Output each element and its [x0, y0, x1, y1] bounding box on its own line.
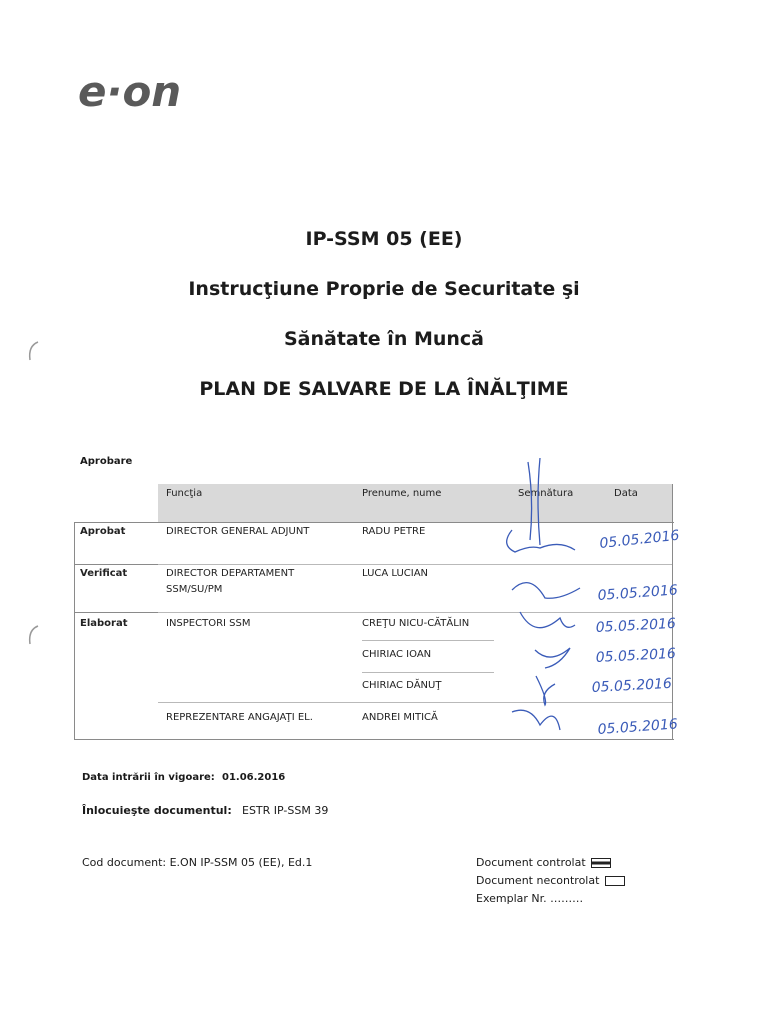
row-name: LUCA LUCIAN [362, 568, 429, 579]
title-line-2: Sănătate în Muncă [283, 328, 485, 350]
date-handwritten: 05.05.2016 [598, 527, 681, 552]
date-handwritten: 05.05.2016 [595, 615, 677, 636]
row-role-aprobat: Aprobat [80, 526, 126, 537]
row-name: CREŢU NICU-CĂTĂLIN [362, 618, 470, 629]
approval-label: Aprobare [80, 456, 133, 467]
header-date: Data [614, 488, 638, 499]
controlled-checkbox [591, 858, 611, 868]
signature-stroke [512, 583, 580, 599]
header-name: Prenume, nume [362, 488, 442, 499]
date-handwritten: 05.05.2016 [591, 675, 673, 696]
title-line-1: Instrucţiune Proprie de Securitate şi [188, 278, 580, 300]
date-handwritten: 05.05.2016 [597, 582, 679, 604]
replaces-label: Înlocuieşte documentul: [82, 804, 232, 817]
date-handwritten: 05.05.2016 [595, 645, 677, 666]
date-handwritten: 05.05.2016 [597, 716, 679, 738]
signature-stroke [536, 676, 555, 705]
logo-text: e·on [78, 70, 182, 114]
header-function: Funcţia [166, 488, 203, 499]
row-function: SSM/SU/PM [166, 584, 223, 595]
row-function: REPREZENTARE ANGAJAŢI EL. [166, 712, 313, 723]
signature-stroke [520, 612, 575, 628]
signature-stroke [507, 530, 575, 552]
row-function: DIRECTOR DEPARTAMENT [166, 568, 295, 579]
document-code-line: Cod document: E.ON IP-SSM 05 (EE), Ed.1 [82, 856, 313, 869]
replaces-value: ESTR IP-SSM 39 [242, 804, 329, 817]
row-name: CHIRIAC IOAN [362, 649, 432, 660]
row-name: CHIRIAC DĂNUŢ [362, 680, 442, 691]
signature-stroke [528, 458, 540, 545]
row-role-verificat: Verificat [80, 568, 128, 579]
effective-date-value: 01.06.2016 [222, 772, 286, 783]
header-signature: Semnătura [518, 488, 574, 499]
document-code: IP-SSM 05 (EE) [305, 228, 463, 250]
row-name: RADU PETRE [362, 526, 426, 537]
uncontrolled-label: Document necontrolat [476, 874, 600, 887]
title-line-3: PLAN DE SALVARE DE LA ÎNĂLŢIME [199, 378, 569, 400]
row-function: DIRECTOR GENERAL ADJUNT [166, 526, 310, 537]
effective-date-label: Data intrării în vigoare: [82, 772, 215, 783]
copy-number: Exemplar Nr. ……… [476, 892, 584, 905]
row-name: ANDREI MITICĂ [362, 712, 438, 723]
row-function: INSPECTORI SSM [166, 618, 251, 629]
row-role-elaborat: Elaborat [80, 618, 128, 629]
uncontrolled-checkbox [605, 876, 625, 886]
controlled-label: Document controlat [476, 856, 586, 869]
signature-stroke [512, 710, 560, 730]
signature-stroke [535, 648, 570, 668]
uncontrolled-line [476, 874, 625, 887]
controlled-line [476, 856, 611, 869]
